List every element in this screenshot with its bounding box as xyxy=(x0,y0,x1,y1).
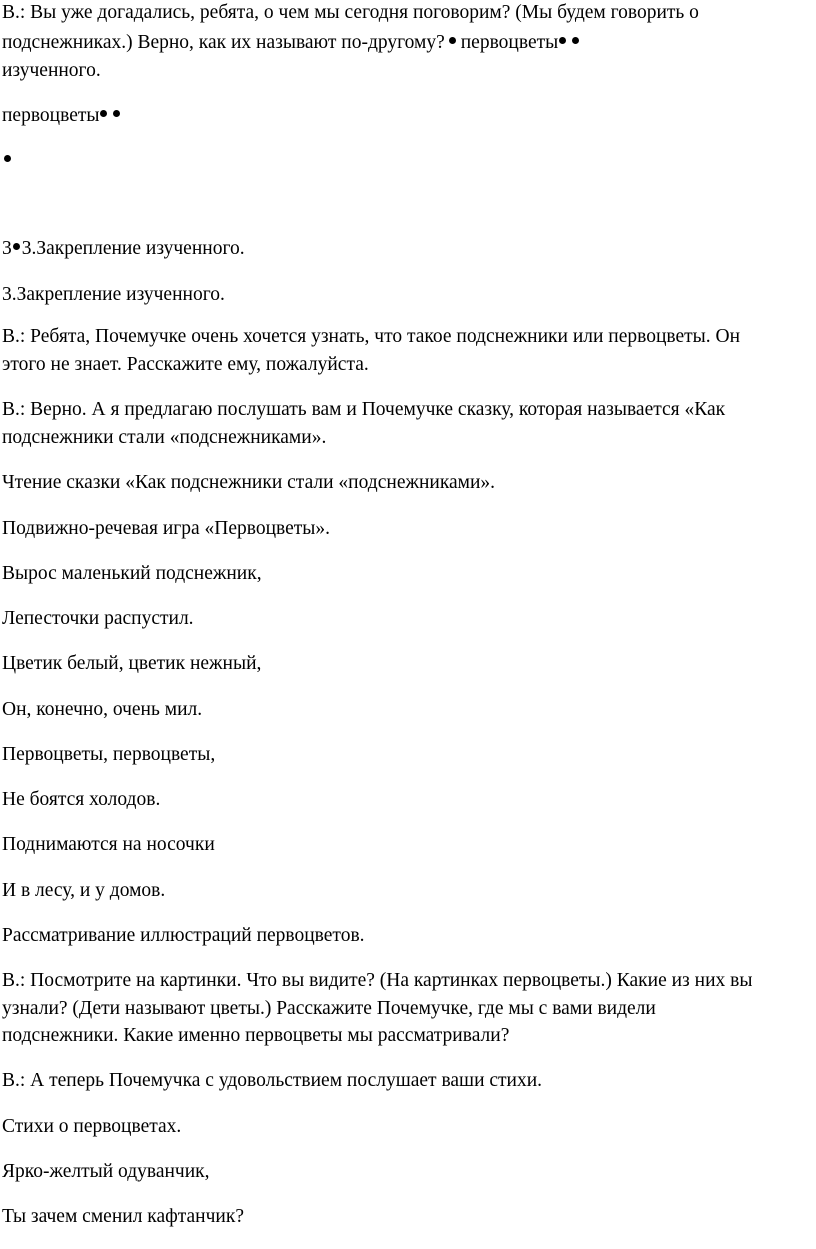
poem-line: Первоцветы, первоцветы, xyxy=(2,744,216,765)
reading-line: Чтение сказки «Как подснежники стали «подснежниками». xyxy=(2,472,496,493)
section-title-repeat: 3.Закрепление изученного. xyxy=(2,284,225,305)
paragraph-pictures-line-3: подснежники. Какие именно первоцветы мы рассматривали? xyxy=(2,1025,510,1046)
poem2-line: Ярко-желтый одуванчик, xyxy=(2,1161,210,1182)
illustrations-line: Рассматривание иллюстраций первоцветов. xyxy=(2,925,365,946)
poem-line: Поднимаются на носочки xyxy=(2,834,215,855)
section-prefix: 3 xyxy=(2,238,12,259)
poem-line: Лепесточки распустил. xyxy=(2,608,194,629)
poem-line: И в лесу, и у домов. xyxy=(2,880,166,901)
game-line: Подвижно-речевая игра «Первоцветы». xyxy=(2,518,331,539)
poem-line: Не боятся холодов. xyxy=(2,789,161,810)
lone-bullet-line xyxy=(2,148,16,174)
paragraph-verno-line-2: подснежники стали «подснежниками». xyxy=(2,427,327,448)
intro-line-2 xyxy=(2,30,584,56)
bullet-icon xyxy=(4,155,11,162)
bullet-icon xyxy=(13,243,20,250)
poem2-line: Ты зачем сменил кафтанчик? xyxy=(2,1206,244,1227)
bullet-icon xyxy=(572,37,579,44)
poem-line: Вырос маленький подснежник, xyxy=(2,563,262,584)
bullet-icon xyxy=(559,37,566,44)
intro-line-3: изученного. xyxy=(2,60,101,81)
bullet-icon xyxy=(449,37,456,44)
intro-line-1: В.: Вы уже догадались, ребята, о чем мы сегодня поговорим? (Мы будем говорить о xyxy=(2,2,699,23)
intro-line-2-tail: первоцветы xyxy=(460,32,559,53)
paragraph-rebyata-line-1: В.: Ребята, Почемучке очень хочется узнать, что такое подснежники или первоцветы. Он xyxy=(2,326,741,347)
paragraph-pictures-line-2: узнали? (Дети называют цветы.) Расскажите Почемучке, где мы с вами видели xyxy=(2,998,656,1019)
bullet-icon xyxy=(113,110,120,117)
paragraph-poems-line: В.: А теперь Почемучка с удовольствием послушает ваши стихи. xyxy=(2,1070,543,1091)
poem-line: Он, конечно, очень мил. xyxy=(2,699,203,720)
section-heading-line xyxy=(2,236,245,262)
bullet-icon xyxy=(100,110,107,117)
fragment-text: первоцветы xyxy=(2,105,100,126)
section-title: 3.Закрепление изученного. xyxy=(21,238,245,259)
fragment-line xyxy=(2,103,125,129)
poems-title-line: Стихи о первоцветах. xyxy=(2,1116,182,1137)
intro-line-2-text: подснежниках.) Верно, как их называют по-другому? xyxy=(2,32,445,53)
paragraph-verno-line-1: В.: Верно. А я предлагаю послушать вам и Почемучке сказку, которая называется «Как xyxy=(2,399,726,420)
paragraph-rebyata-line-2: этого не знает. Расскажите ему, пожалуйста. xyxy=(2,354,369,375)
poem-line: Цветик белый, цветик нежный, xyxy=(2,653,262,674)
paragraph-pictures-line-1: В.: Посмотрите на картинки. Что вы видите? (На картинках первоцветы.) Какие из них вы xyxy=(2,970,753,991)
